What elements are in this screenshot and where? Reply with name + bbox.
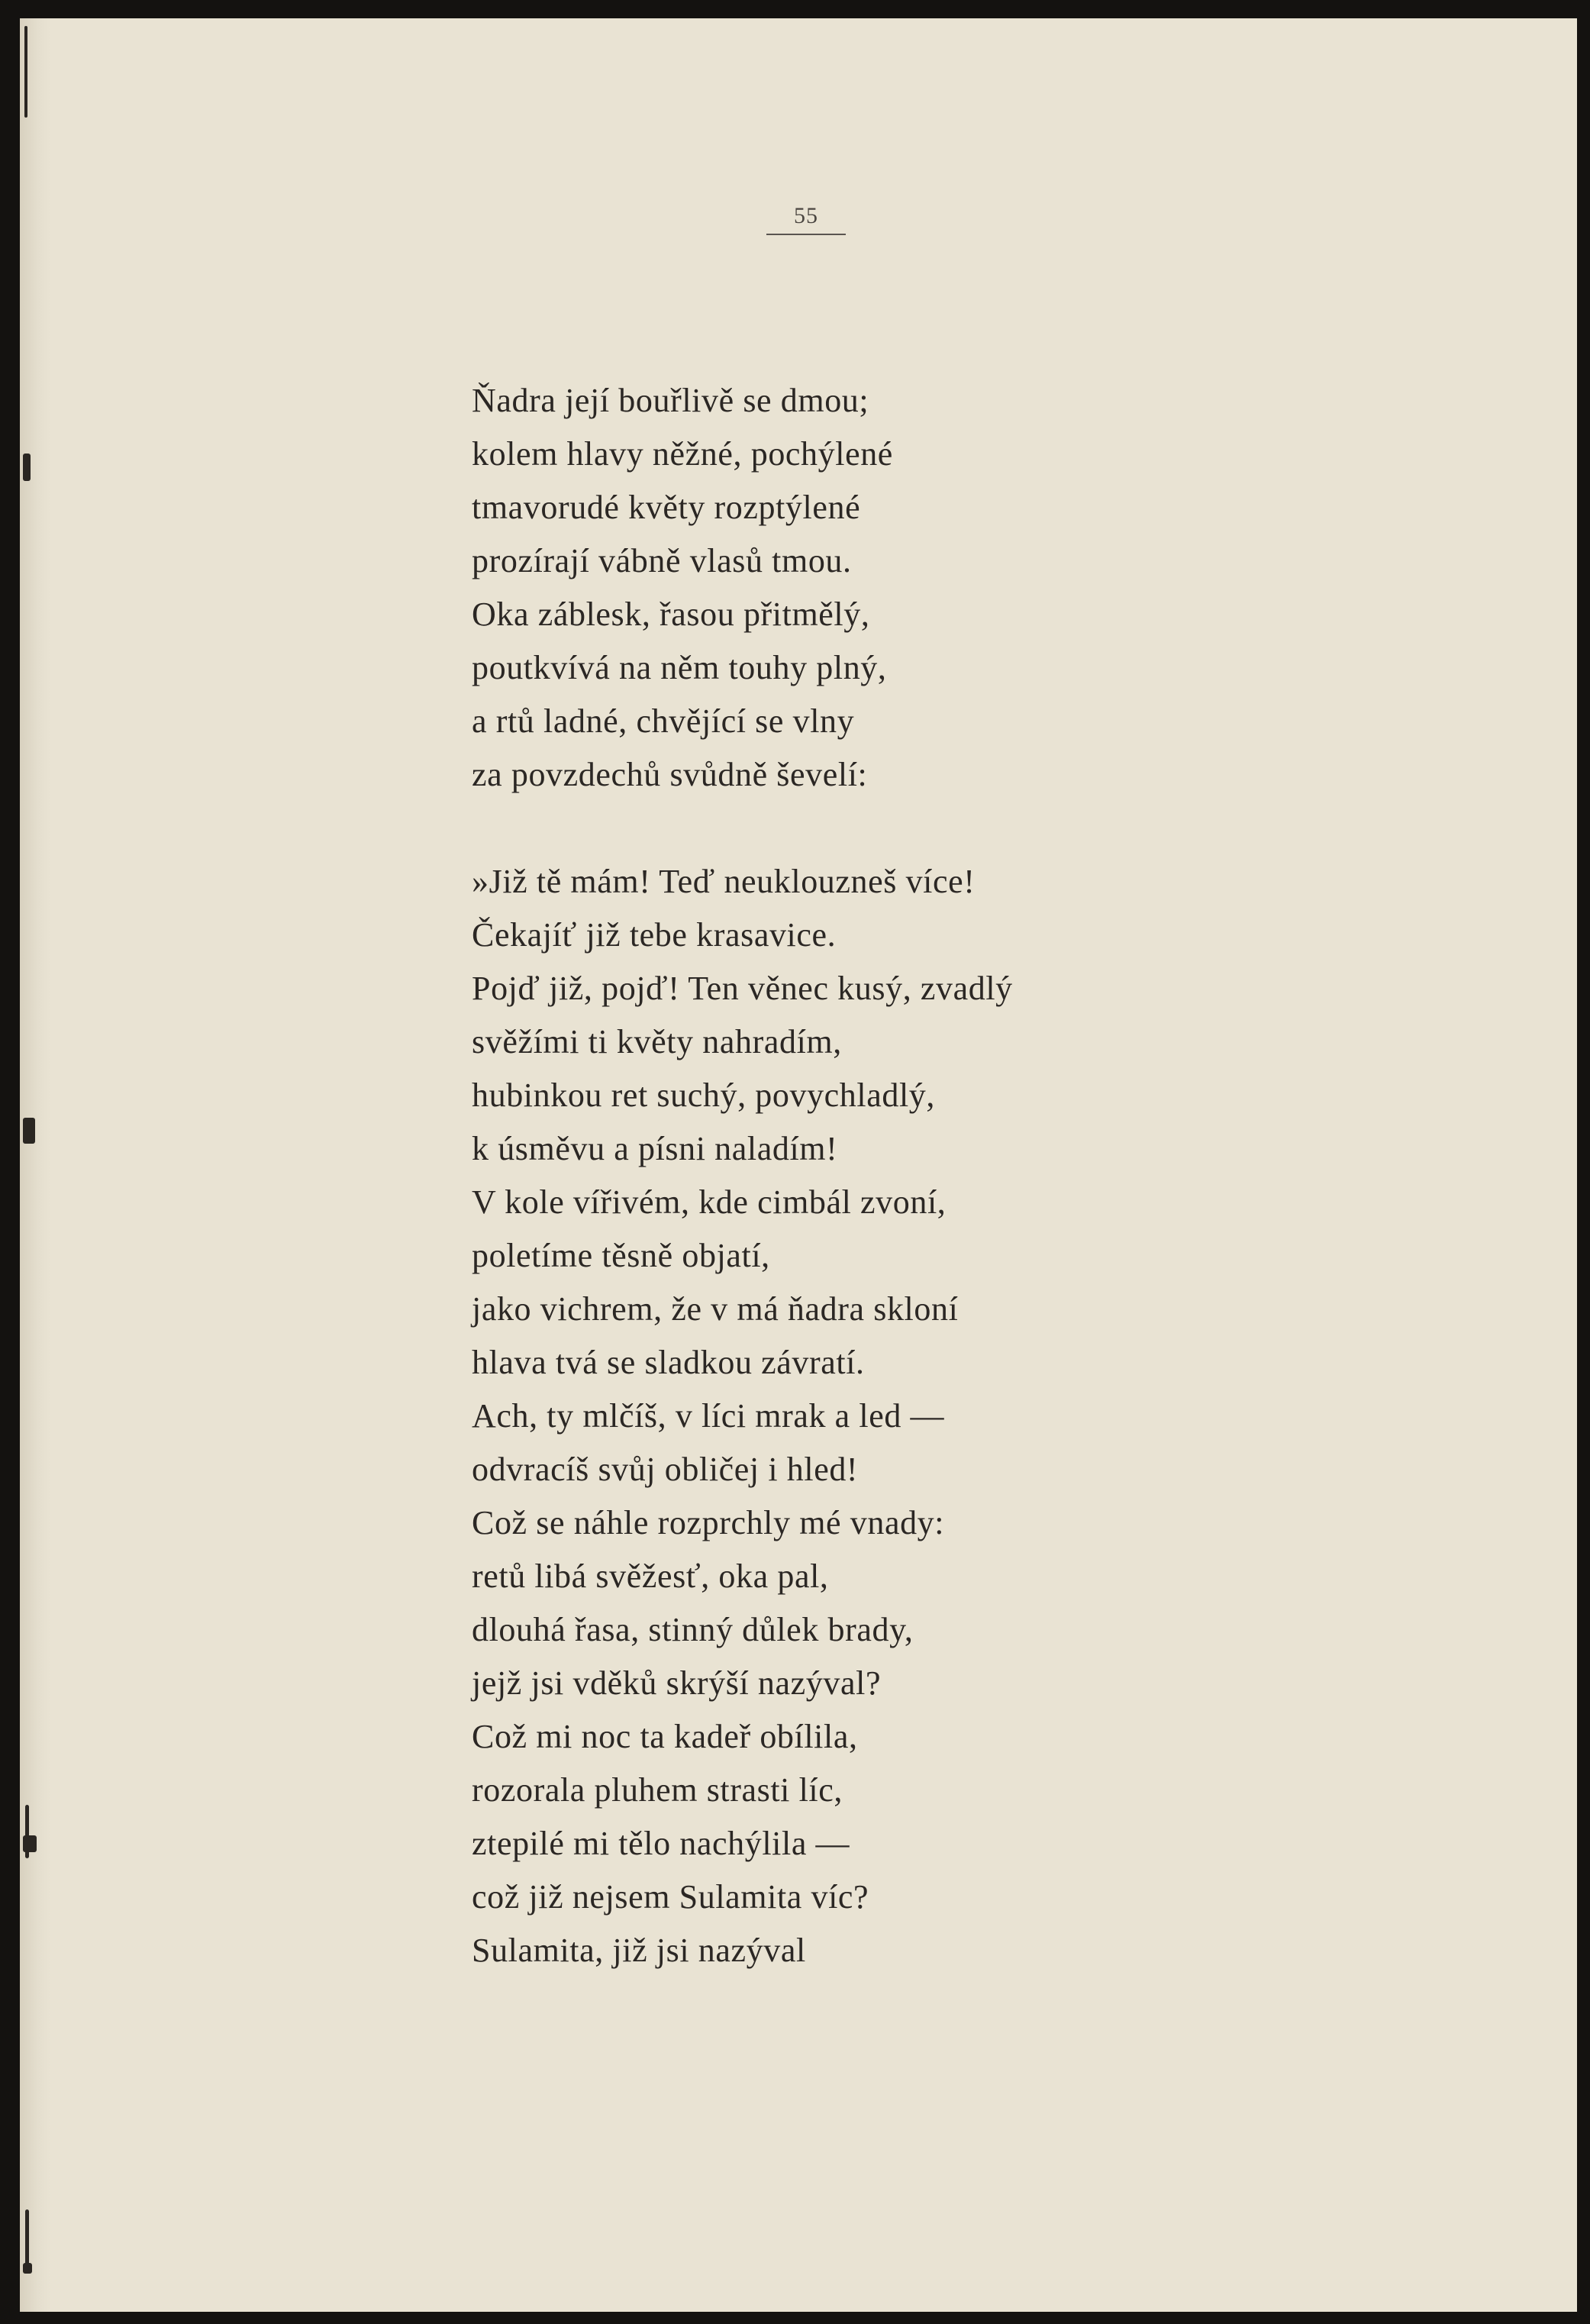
poem-line: a rtů ladné, chvějící se vlny [472,702,855,740]
poem-line: V kole vířivém, kde cimbál zvoní, [472,1183,947,1221]
poem-line: Což mi noc ta kadeř obílila, [472,1718,858,1755]
book-page [20,18,1577,2312]
poem-line: hubinkou ret suchý, povychladlý, [472,1076,935,1114]
poem-line: kolem hlavy něžné, pochýlené [472,435,893,473]
poem-line: Pojď již, pojď! Ten věnec kusý, zvadlý [472,970,1013,1007]
binding-thread-mark [23,454,31,481]
poem-line: retů libá svěžesť, oka pal, [472,1557,829,1595]
poem-line: tmavorudé květy rozptýlené [472,489,861,526]
binding-thread-mark [23,2263,32,2274]
stanza-2 [472,855,1464,1977]
poem-line: jako vichrem, že v má ňadra skloní [472,1290,959,1328]
binding-thread-mark [23,1835,37,1852]
poem-line: ztepilé mi tělo nachýlila — [472,1825,850,1862]
page-number: 55 [794,203,818,228]
poem-text [472,374,1464,1977]
poem-line: Což se náhle rozprchly mé vnady: [472,1504,945,1541]
poem-line: Ach, ty mlčíš, v líci mrak a led — [472,1397,945,1435]
poem-line: odvracíš svůj obličej i hled! [472,1451,859,1488]
poem-line: »Již tě mám! Teď neuklouzneš více! [472,863,976,900]
binding-thread-mark [24,26,27,118]
poem-line: rozorala pluhem strasti líc, [472,1771,843,1809]
stanza-1 [472,374,1464,802]
poem-line: Sulamita, již jsi nazýval [472,1932,806,1969]
poem-line: poutkvívá na něm touhy plný, [472,649,887,686]
binding-thread-mark [23,1118,35,1144]
poem-line: dlouhá řasa, stinný důlek brady, [472,1611,914,1648]
poem-line: hlava tvá se sladkou závratí. [472,1344,865,1381]
poem-line: Ňadra její bouřlivě se dmou; [472,382,869,419]
poem-line: svěžími ti květy nahradím, [472,1023,842,1060]
page-binding-edge [20,18,50,2312]
poem-line: Čekajíť již tebe krasavice. [472,916,837,954]
poem-line: jejž jsi vděků skrýší nazýval? [472,1664,882,1702]
poem-line: prozírají vábně vlasů tmou. [472,542,852,579]
poem-line: Oka záblesk, řasou přitmělý, [472,596,870,633]
poem-line: poletíme těsně objatí, [472,1237,770,1274]
page-number-rule [766,234,846,235]
poem-line: což již nejsem Sulamita víc? [472,1878,869,1916]
binding-thread-mark [25,2209,29,2271]
poem-line: k úsměvu a písni naladím! [472,1130,838,1167]
poem-line: za povzdechů svůdně ševelí: [472,756,868,793]
